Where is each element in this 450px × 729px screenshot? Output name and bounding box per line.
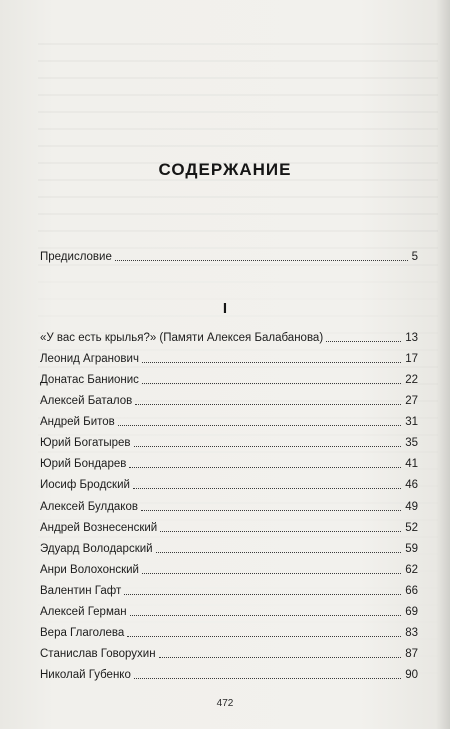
section-heading: I [222, 300, 228, 317]
leader-dots [135, 404, 401, 405]
leader-dots [142, 362, 401, 363]
toc-entry-page: 17 [405, 353, 418, 365]
leader-dots [326, 341, 401, 342]
page-number: 472 [216, 698, 234, 709]
toc-entry-title: Николай Губенко [40, 669, 131, 681]
toc-entry-title: Станислав Говорухин [40, 648, 156, 660]
toc-entry-title: Юрий Богатырев [40, 437, 131, 449]
toc-entry-page: 41 [405, 458, 418, 470]
toc-entry [40, 599, 418, 619]
toc-entry-title: Андрей Битов [40, 416, 115, 428]
toc-entry-page: 52 [405, 522, 418, 534]
toc-entry-title: Андрей Вознесенский [40, 522, 158, 534]
leader-dots [141, 510, 401, 511]
toc-entry [40, 662, 418, 682]
toc-entry-page: 83 [405, 627, 418, 639]
toc-entry-page: 27 [405, 395, 418, 407]
toc-entry [40, 620, 418, 640]
toc-entry [40, 557, 418, 577]
toc-entry-page: 31 [405, 416, 418, 428]
toc-entry [40, 472, 418, 492]
leader-dots [130, 615, 402, 616]
leader-dots [142, 383, 401, 384]
toc-entry-page: 35 [405, 437, 418, 449]
toc-entry-page: 87 [405, 648, 418, 660]
toc-entry [40, 325, 418, 345]
toc-entry-page: 69 [405, 606, 418, 618]
leader-dots [156, 552, 402, 553]
leader-dots [134, 678, 401, 679]
leader-dots [159, 657, 402, 658]
toc-entry [40, 430, 418, 450]
toc-entry [40, 536, 418, 556]
leader-dots [124, 594, 401, 595]
toc-entry-title: Алексей Герман [40, 606, 127, 618]
toc-entry-page: 59 [405, 543, 418, 555]
toc-entry-title: Алексей Баталов [40, 395, 133, 407]
toc-entry-title: Алексей Булдаков [40, 501, 138, 513]
toc-entry [40, 409, 418, 429]
toc-entry-page: 13 [405, 332, 418, 344]
toc-entry-title: Анри Волохонский [40, 564, 139, 576]
toc-entry-title: Юрий Бондарев [40, 458, 127, 470]
toc-preface [40, 244, 418, 264]
toc-entry-page: 66 [405, 585, 418, 597]
leader-dots [134, 446, 402, 447]
toc-entry-title: Леонид Агранович [40, 353, 139, 365]
toc-entry-title: Предисловие [40, 251, 112, 263]
toc-entry-page: 49 [405, 501, 418, 513]
toc-entry-title: «У вас есть крылья?» (Памяти Алексея Балабанова) [40, 332, 324, 344]
leader-dots [127, 636, 401, 637]
toc-entry-page: 46 [405, 479, 418, 491]
toc-entry-page: 62 [405, 564, 418, 576]
toc-entry-page: 90 [405, 669, 418, 681]
toc-entry [40, 346, 418, 366]
toc-entry-page: 5 [411, 251, 418, 263]
toc-entry [40, 641, 418, 661]
leader-dots [160, 531, 401, 532]
leader-dots [118, 425, 401, 426]
toc-entry [40, 388, 418, 408]
toc-entry [40, 494, 418, 514]
toc-entry-title: Донатас Банионис [40, 374, 139, 386]
spine-shadow [436, 0, 450, 729]
contents-title: СОДЕРЖАНИЕ [158, 160, 292, 179]
toc-entry [40, 367, 418, 387]
toc-entry-title: Иосиф Бродский [40, 479, 130, 491]
leader-dots [129, 467, 401, 468]
toc-entry [40, 515, 418, 535]
toc-entry [40, 451, 418, 471]
toc-entry [40, 578, 418, 598]
leader-dots [115, 260, 408, 261]
toc-entry-page: 22 [405, 374, 418, 386]
leader-dots [133, 488, 401, 489]
toc-entry-title: Валентин Гафт [40, 585, 122, 597]
toc-entry-title: Эдуард Володарский [40, 543, 153, 555]
leader-dots [142, 573, 401, 574]
toc-entry-title: Вера Глаголева [40, 627, 125, 639]
